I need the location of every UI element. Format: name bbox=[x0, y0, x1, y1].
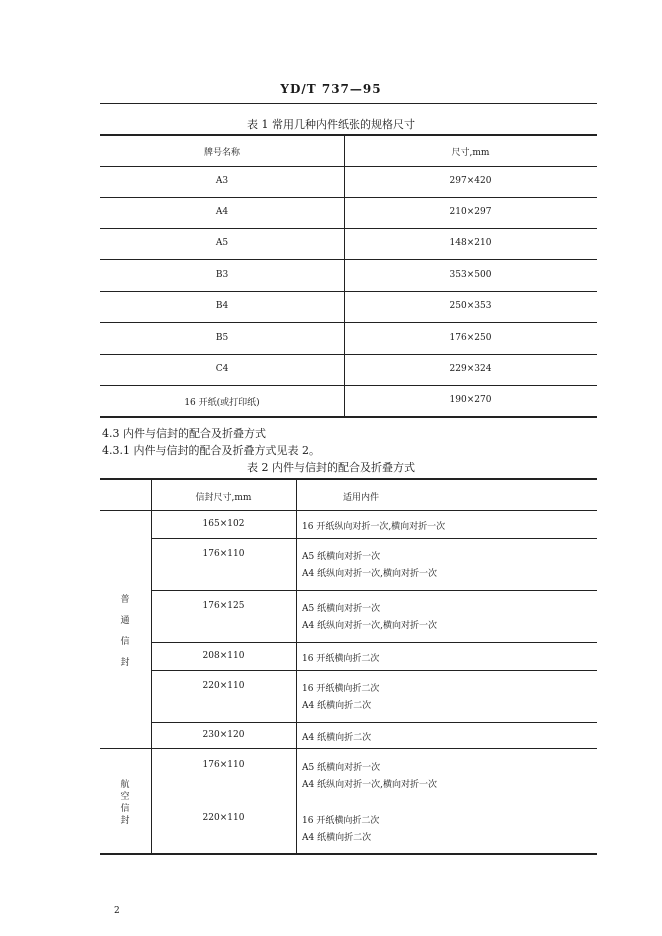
section-heading: 4.3 内件与信封的配合及折叠方式 bbox=[102, 427, 266, 440]
table1-header-name: 牌号名称 bbox=[203, 148, 240, 158]
table2-row-item: A5 纸横向对折一次 bbox=[302, 552, 381, 562]
table1-row-name: A5 bbox=[215, 238, 229, 248]
group-label-airmail-envelope: 信 bbox=[120, 804, 130, 814]
table2-row-item: A4 纸横向折二次 bbox=[302, 833, 372, 843]
table2-row-size: 165×102 bbox=[202, 519, 245, 529]
table1-row-size: 297×420 bbox=[449, 176, 492, 186]
table2-row-size: 176×110 bbox=[202, 549, 245, 559]
table1-row-name: B5 bbox=[215, 333, 229, 343]
header-rule bbox=[100, 103, 597, 104]
group-label-regular-envelope: 封 bbox=[120, 658, 130, 668]
table2-row-item: A5 纸横向对折一次 bbox=[302, 763, 381, 773]
table1-row-size: 176×250 bbox=[449, 333, 492, 343]
table2-row-item: A4 纸纵向对折一次,横向对折一次 bbox=[302, 569, 437, 579]
table2-title: 表 2 内件与信封的配合及折叠方式 bbox=[247, 461, 415, 474]
table2-row-item: A5 纸横向对折一次 bbox=[302, 604, 381, 614]
doc-header: YD/T 737—95 bbox=[280, 82, 382, 96]
table2-row-item: 16 开纸横向折二次 bbox=[302, 816, 380, 826]
table2-row-item: A4 纸横向折二次 bbox=[302, 733, 372, 743]
group-label-regular-envelope: 普 bbox=[120, 595, 130, 605]
table2-row-size: 230×120 bbox=[202, 730, 245, 740]
table1-row-name: B4 bbox=[215, 301, 229, 311]
group-label-airmail-envelope: 空 bbox=[120, 792, 130, 802]
table1-row-size: 229×324 bbox=[449, 364, 492, 374]
table1-row-name: A3 bbox=[215, 176, 229, 186]
table2-row-item: 16 开纸横向折二次 bbox=[302, 684, 380, 694]
table2-row-item: 16 开纸纵向对折一次,横向对折一次 bbox=[302, 522, 446, 532]
table2-row-size: 176×110 bbox=[202, 760, 245, 770]
table2-row-size: 220×110 bbox=[202, 813, 245, 823]
table1-row-size: 148×210 bbox=[449, 238, 492, 248]
table1-title: 表 1 常用几种内件纸张的规格尺寸 bbox=[247, 118, 415, 131]
table2-row-item: 16 开纸横向折二次 bbox=[302, 654, 380, 664]
table2-row-size: 220×110 bbox=[202, 681, 245, 691]
table2-row-size: 176×125 bbox=[202, 601, 245, 611]
table1-row-name: 16 开纸(或打印纸) bbox=[184, 398, 260, 408]
table2-row-item: A4 纸纵向对折一次,横向对折一次 bbox=[302, 621, 437, 631]
table1-row-name: B3 bbox=[215, 270, 229, 280]
table2-header-size: 信封尺寸,mm bbox=[195, 493, 252, 503]
table2-header-item: 适用内件 bbox=[342, 493, 379, 503]
page-number: 2 bbox=[114, 906, 120, 916]
table1-row-size: 250×353 bbox=[449, 301, 492, 311]
table1-row-size: 353×500 bbox=[449, 270, 492, 280]
section-subheading: 4.3.1 内件与信封的配合及折叠方式见表 2。 bbox=[102, 444, 320, 457]
table2-row-size: 208×110 bbox=[202, 651, 245, 661]
table1-row-size: 190×270 bbox=[449, 395, 492, 405]
table2-row-item: A4 纸纵向对折一次,横向对折一次 bbox=[302, 780, 437, 790]
table1-row-name: A4 bbox=[215, 207, 229, 217]
table1-row-size: 210×297 bbox=[449, 207, 492, 217]
table1-header-size: 尺寸,mm bbox=[451, 148, 490, 158]
table2-row-item: A4 纸横向折二次 bbox=[302, 701, 372, 711]
group-label-regular-envelope: 通 bbox=[120, 616, 130, 626]
table1-row-name: C4 bbox=[215, 364, 229, 374]
group-label-airmail-envelope: 封 bbox=[120, 816, 130, 826]
group-label-regular-envelope: 信 bbox=[120, 637, 130, 647]
group-label-airmail-envelope: 航 bbox=[120, 780, 130, 790]
